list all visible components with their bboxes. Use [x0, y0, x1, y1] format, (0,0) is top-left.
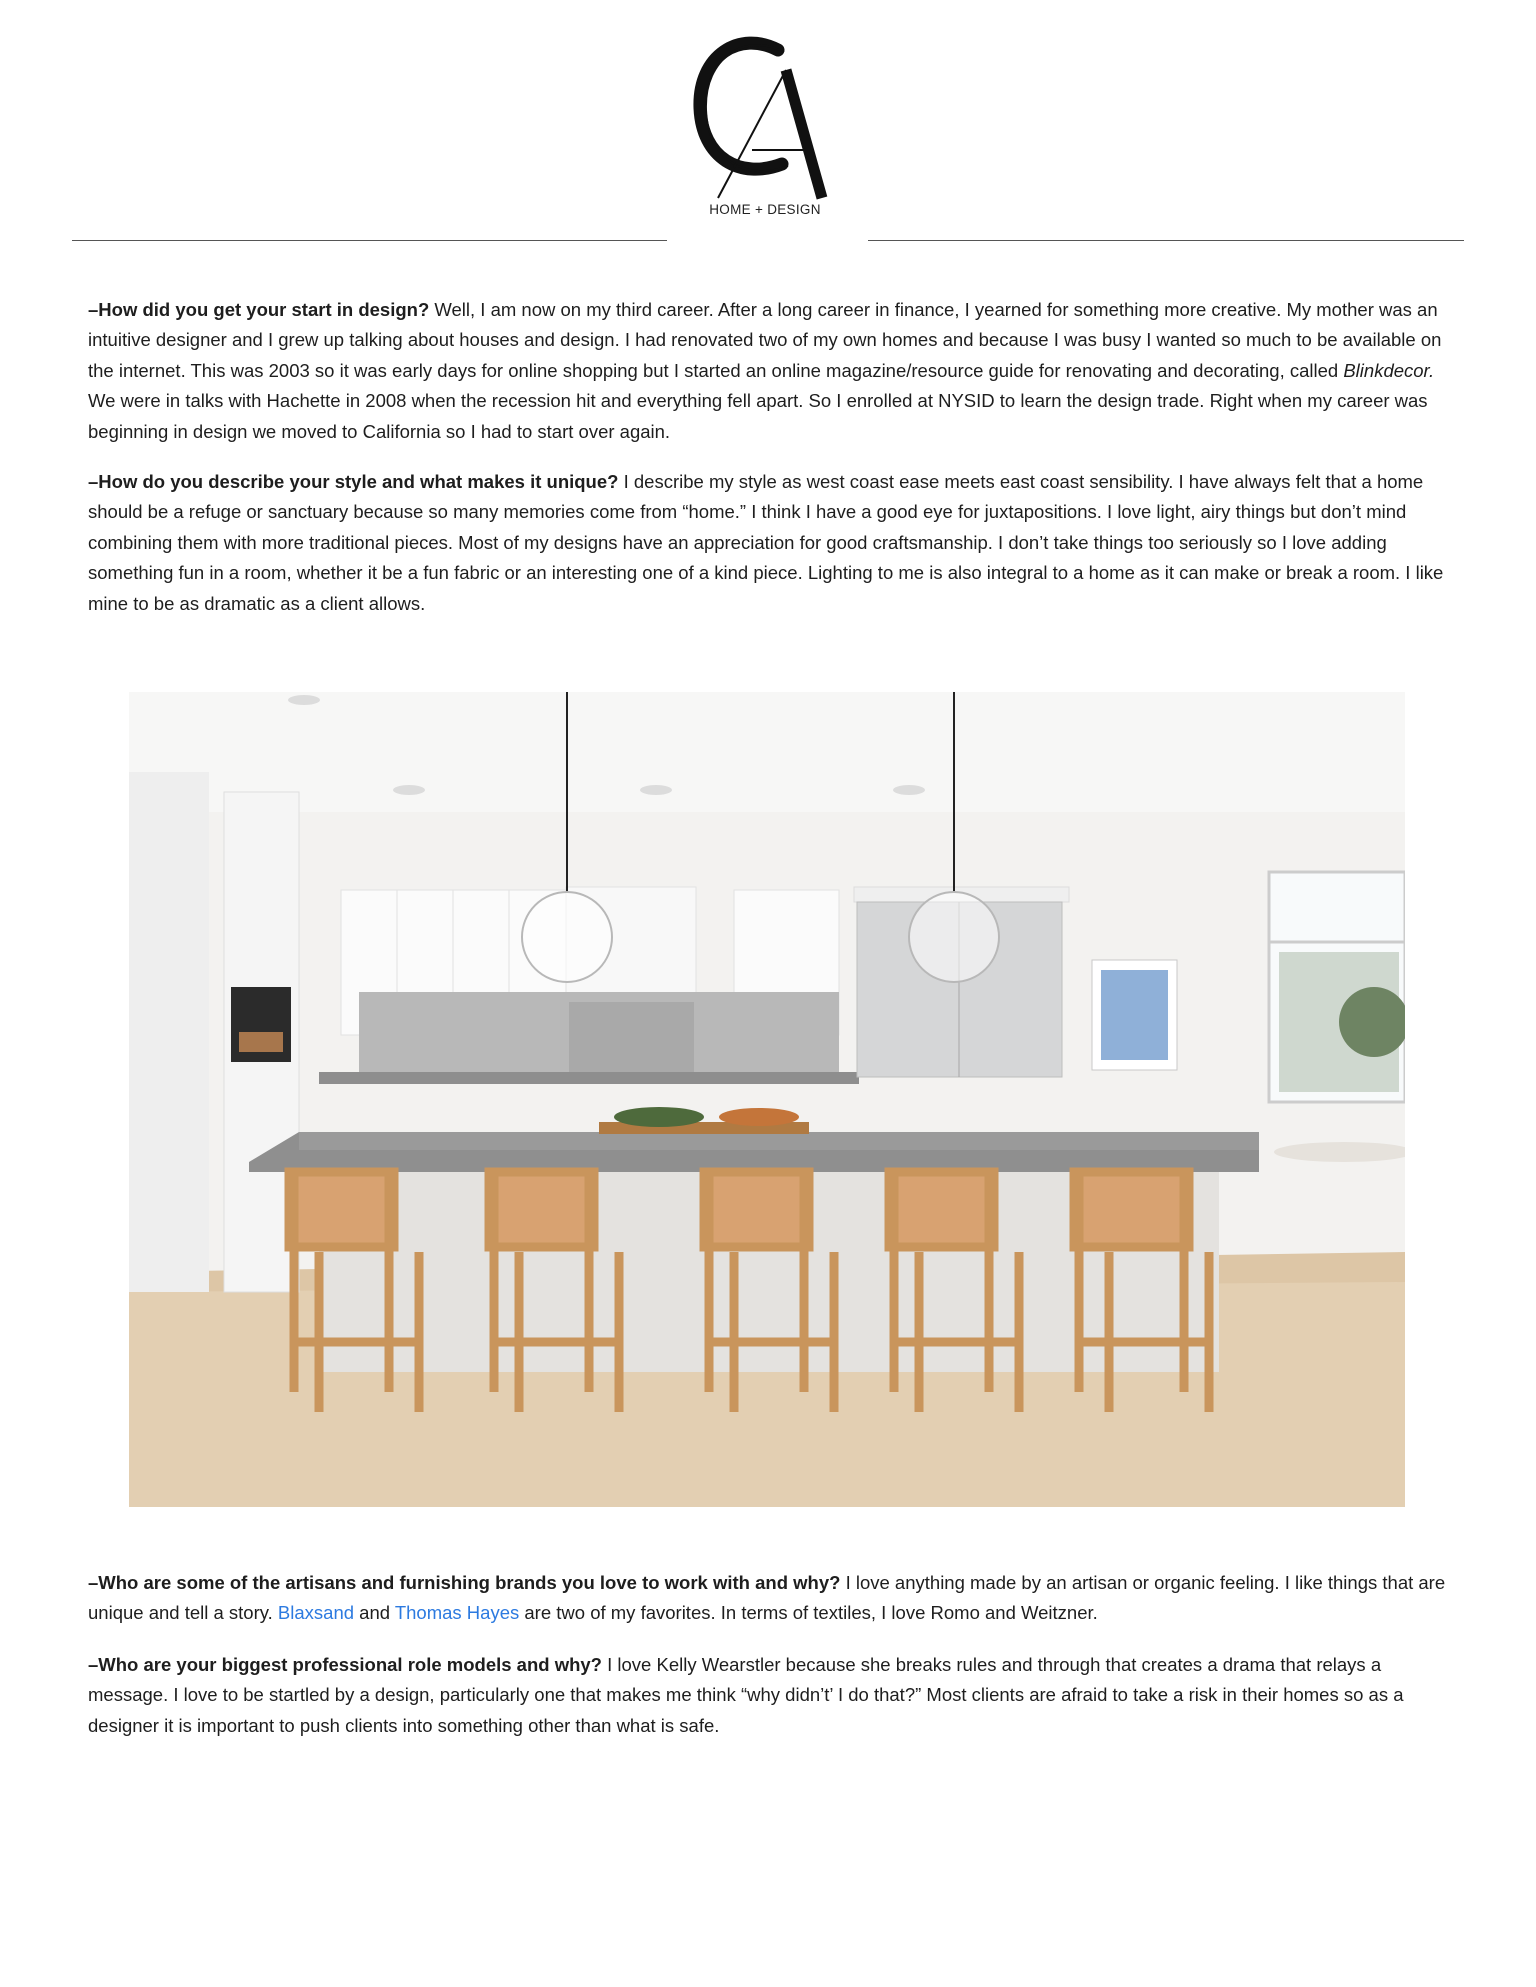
- question-text: –How did you get your start in design?: [88, 299, 430, 320]
- qa-block-role-models: [88, 1650, 1458, 1741]
- qa-paragraph: [88, 1650, 1458, 1741]
- answer-text-cont: are two of my favorites. In terms of textiles, I love Romo and Weitzner.: [519, 1602, 1098, 1624]
- header-rule-right: [868, 240, 1464, 241]
- logo-monogram-icon: [690, 30, 850, 205]
- kitchen-illustration: [129, 692, 1405, 1507]
- ca-home-design-logo: [690, 30, 850, 230]
- question-text: –Who are your biggest professional role models and why?: [88, 1654, 602, 1675]
- qa-paragraph: [88, 1568, 1458, 1629]
- blinkdecor-title: Blinkdecor.: [1343, 359, 1435, 381]
- page-header: [0, 0, 1536, 250]
- qa-block-style: [88, 467, 1458, 619]
- thomas-hayes-link[interactable]: Thomas Hayes: [394, 1602, 520, 1624]
- qa-paragraph: [88, 295, 1458, 447]
- header-rule-left: [72, 240, 667, 241]
- answer-text: I love anything made by an artisan or organic feeling. I like things that are unique and tell a story.: [88, 1572, 1446, 1624]
- blaxsand-link[interactable]: Blaxsand: [277, 1602, 355, 1624]
- answer-text: I love Kelly Wearstler because she breaks rules and through that creates a drama that relays a message. I love to be startled by a design, particularly one that makes me think “why didn’t’ I do that?” Most clients are afraid to take a risk in their homes so as a designer it is important to push clients into something other than what is safe.: [88, 1654, 1404, 1736]
- logo-subtitle: HOME + DESIGN: [709, 202, 821, 217]
- answer-and: and: [354, 1602, 395, 1624]
- qa-paragraph: [88, 467, 1458, 619]
- answer-text: Well, I am now on my third career. After a long career in finance, I yearned for something more creative. My mother was an intuitive designer and I grew up talking about houses and design. I had renovated two of my own homes and because I was busy I wanted so much to be available on the internet. This was 2003 so it was early days for online shopping but I started an online magazine/resource guide for renovating and decorating, called: [88, 299, 1442, 381]
- question-text: –Who are some of the artisans and furnishing brands you love to work with and why?: [88, 1572, 841, 1593]
- qa-block-artisans: [88, 1568, 1458, 1629]
- qa-block-start-in-design: [88, 295, 1458, 447]
- answer-text-cont: We were in talks with Hachette in 2008 when the recession hit and everything fell apart. So I enrolled at NYSID to learn the design trade. Right when my career was beginning in design we moved to California so I had to start over again.: [88, 390, 1428, 442]
- question-text: –How do you describe your style and what makes it unique?: [88, 471, 619, 492]
- kitchen-photo: [129, 692, 1405, 1507]
- answer-text: I describe my style as west coast ease meets east coast sensibility. I have always felt that a home should be a refuge or sanctuary because so many memories come from “home.” I think I have a good eye for juxtapositions. I love light, airy things but don’t mind combining them with more traditional pieces. Most of my designs have an appreciation for good craftsmanship. I don’t take things too seriously so I love adding something fun in a room, whether it be a fun fabric or an interesting one of a kind piece. Lighting to me is also integral to a home as it can make or break a room. I like mine to be as dramatic as a client allows.: [88, 471, 1444, 614]
